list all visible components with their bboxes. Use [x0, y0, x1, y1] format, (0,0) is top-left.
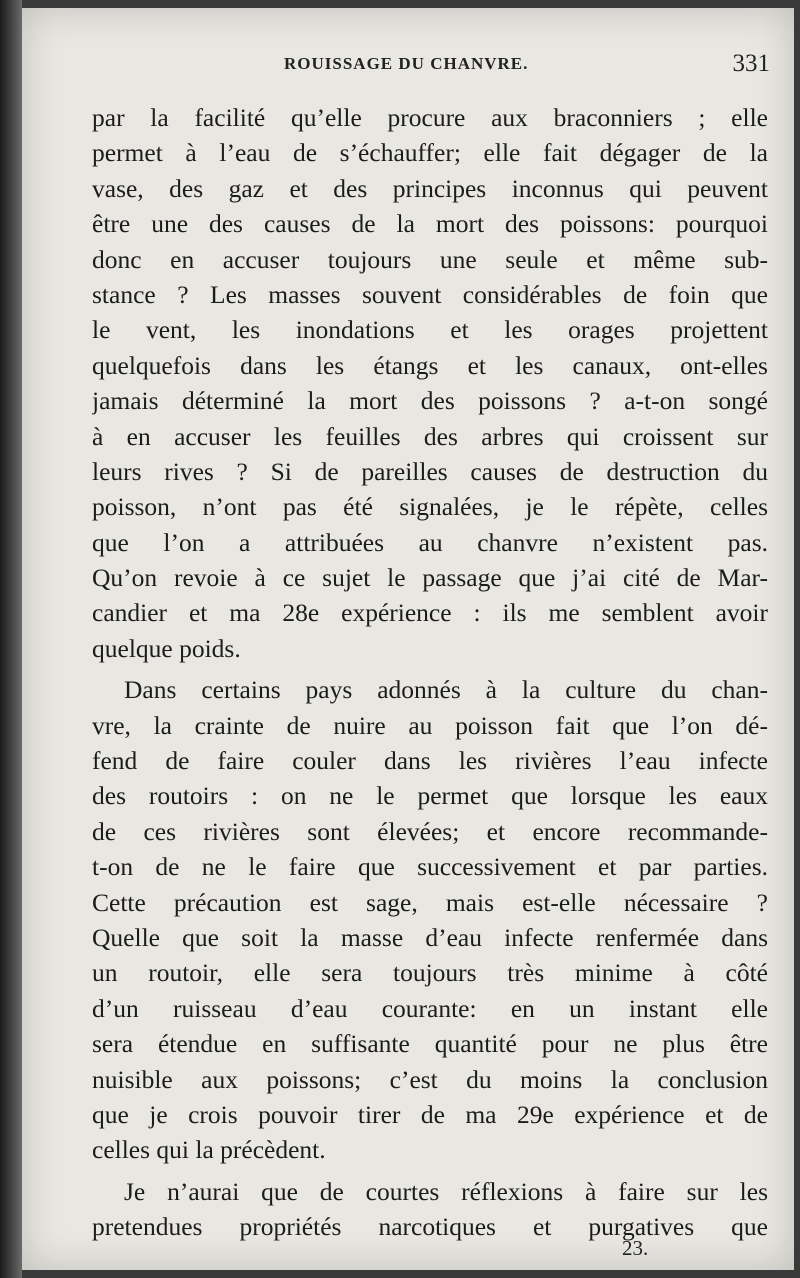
paragraph-3 [92, 1174, 768, 1245]
text-line: quelque poids. [92, 633, 241, 663]
page-number: 331 [732, 50, 770, 77]
paragraph-2 [92, 672, 768, 1167]
text-line: Qu’on revoie à ce sujet le passage que j’ai cité de Mar- [92, 563, 768, 593]
book-binding-shadow [0, 0, 22, 1278]
text-line: à en accuser les feuilles des arbres qui croissent sur [92, 421, 768, 451]
text-line: t-on de ne le faire que successivement et par parties. [92, 852, 768, 882]
text-line: Je n’aurai que de courtes réflexions à faire sur les [124, 1176, 768, 1206]
body-text [92, 100, 768, 1245]
text-line: fend de faire couler dans les rivières l’eau infecte [92, 746, 768, 776]
running-head [22, 50, 794, 82]
text-line: leurs rives ? Si de pareilles causes de destruction du [92, 456, 768, 486]
text-line: candier et ma 28e expérience : ils me semblent avoir [92, 598, 768, 628]
text-line: de ces rivières sont élevées; et encore recommande- [92, 816, 768, 846]
text-line: vase, des gaz et des principes inconnus qui peuvent [92, 173, 768, 203]
text-line: que je crois pouvoir tirer de ma 29e expérience et de [92, 1099, 768, 1129]
text-line: que l’on a attribuées au chanvre n’existent pas. [92, 527, 768, 557]
text-line: être une des causes de la mort des poissons: pourquoi [92, 209, 768, 239]
text-line: nuisible aux poissons; c’est du moins la conclusion [92, 1064, 768, 1094]
text-line: pretendues propriétés narcotiques et purgatives que [92, 1212, 768, 1242]
signature-mark: 23. [622, 1236, 649, 1260]
book-page [22, 8, 794, 1270]
running-title: ROUISSAGE DU CHANVRE. [284, 54, 529, 73]
text-line: donc en accuser toujours une seule et même sub- [92, 244, 768, 274]
text-line: d’un ruisseau d’eau courante: en un instant elle [92, 993, 768, 1023]
text-line: celles qui la précèdent. [92, 1135, 326, 1165]
text-line: Dans certains pays adonnés à la culture du chan- [124, 675, 768, 705]
text-line: par la facilité qu’elle procure aux braconniers ; elle [92, 103, 768, 132]
paragraph-1 [92, 100, 768, 666]
text-line: Cette précaution est sage, mais est-elle nécessaire ? [92, 887, 768, 917]
text-line: jamais déterminé la mort des poissons ? a-t-on songé [92, 386, 768, 416]
text-line: stance ? Les masses souvent considérables de foin que [92, 279, 768, 309]
text-line: quelquefois dans les étangs et les canaux, ont-elles [92, 350, 768, 380]
text-line: le vent, les inondations et les orages projettent [92, 315, 768, 345]
text-line: des routoirs : on ne le permet que lorsque les eaux [92, 781, 768, 811]
text-line: vre, la crainte de nuire au poisson fait que l’on dé- [92, 710, 768, 740]
text-line: poisson, n’ont pas été signalées, je le répète, celles [92, 492, 768, 522]
text-line: permet à l’eau de s’échauffer; elle fait dégager de la [92, 138, 768, 168]
text-line: Quelle que soit la masse d’eau infecte renfermée dans [92, 922, 768, 952]
text-line: un routoir, elle sera toujours très minime à côté [92, 958, 768, 988]
text-line: sera étendue en suffisante quantité pour ne plus être [92, 1029, 768, 1059]
